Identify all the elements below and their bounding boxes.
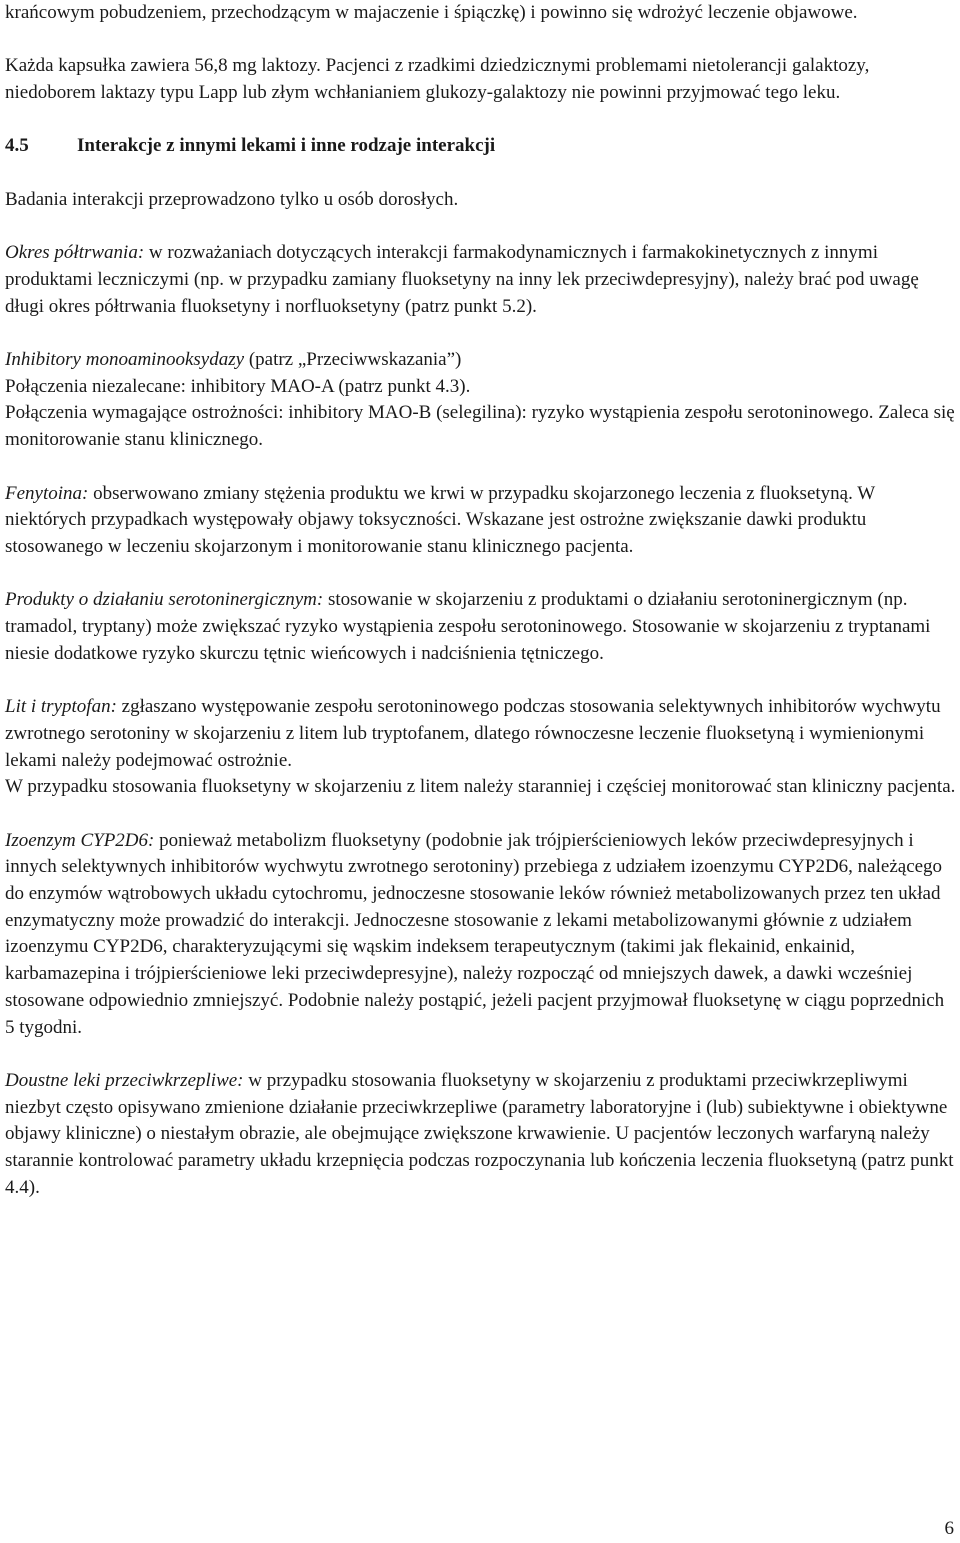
- continuation-paragraph: krańcowym pobudzeniem, przechodzącym w majaczenie i śpiączkę) i powinno się wdrożyć leczenie objawowe.: [5, 2, 858, 23]
- cyp2d6-paragraph: [5, 828, 957, 1042]
- cyp2d6-term: Izoenzym CYP2D6:: [5, 829, 155, 851]
- phenytoin-term: Fenytoina:: [5, 482, 89, 504]
- lithium-term: Lit i tryptofan:: [5, 696, 117, 718]
- lithium-paragraph-2: W przypadku stosowania fluoksetyny w skojarzeniu z litem należy staranniej i częściej monitorować stan kliniczny pacjenta.: [5, 776, 956, 798]
- maoi-line-1: Połączenia niezalecane: inhibitory MAO-A (patrz punkt 4.3).: [5, 375, 471, 397]
- maoi-term: Inhibitory monoaminooksydazy: [5, 349, 245, 371]
- lactose-paragraph: Każda kapsułka zawiera 56,8 mg laktozy. Pacjenci z rzadkimi dziedzicznymi problemami nietolerancji galaktozy, niedoborem laktazy typu Lapp lub złym wchłanianiem glukozy-galaktozy nie powinni przyjmować tego leku.: [5, 55, 870, 104]
- serotonergic-term: Produkty o działaniu serotoninergicznym:: [5, 589, 324, 611]
- phenytoin-text: obserwowano zmiany stężenia produktu we krwi w przypadku skojarzonego leczenia z fluoksetyną. W niektórych przypadkach występowały objawy toksyczności. Wskazane jest ostrożne zwiększanie dawki produktu stosowanego w leczeniu skojarzonym i monitorowanie stanu klinicznego pacjenta.: [5, 482, 875, 557]
- page-number: 6: [944, 1518, 954, 1539]
- anticoagulants-term: Doustne leki przeciwkrzepliwe:: [5, 1069, 244, 1091]
- phenytoin-paragraph: [5, 481, 957, 561]
- section-heading: [5, 133, 957, 160]
- maoi-term-suffix: (patrz „Przeciwwskazania”): [244, 349, 462, 371]
- anticoagulants-paragraph: [5, 1068, 957, 1202]
- lithium-text: zgłaszano występowanie zespołu serotoninowego podczas stosowania selektywnych inhibitorów wychwytu zwrotnego serotoniny w skojarzeniu z litem lub tryptofanem, dlatego równoczesne leczenie fluoksetyną i wymienionymi lekami należy podejmować ostrożnie.: [5, 696, 941, 771]
- serotonergic-text: stosowanie w skojarzeniu z produktami o działaniu serotoninergicznym (np. tramadol, tryptany) może zwiększać ryzyko wystąpienia zespołu serotoninowego. Stosowanie w skojarzeniu z tryptanami niesie dodatkowe ryzyko skurczu tętnic wieńcowych i nadciśnienia tętniczego.: [5, 589, 931, 664]
- cyp2d6-text: ponieważ metabolizm fluoksetyny (podobnie jak trójpierścieniowych leków przeciwdepresyjnych i innych selektywnych inhibitorów wychwytu zwrotnego serotoniny) przebiega z udziałem izoenzymu CYP2D6, należącego do enzymów wątrobowych układu cytochromu, jednoczesne stosowanie leków również metabolizowanych przez ten układ enzymatyczny może prowadzić do interakcji. Jednoczesne stosowanie z lekami metabolizowanymi głównie z udziałem izoenzymu CYP2D6, charakteryzującymi się wąskim indeksem terapeutycznym (takimi jak flekainid, enkainid, karbamazepina i trójpierścieniowe leki przeciwdepresyjne), należy rozpocząć od mniejszych dawek, a dawki wcześniej stosowane odpowiednio zmniejszyć. Podobnie należy postąpić, jeżeli pacjent przyjmował fluoksetynę w ciągu poprzednich 5 tygodni.: [5, 829, 945, 1038]
- halflife-paragraph: [5, 240, 957, 320]
- intro-paragraph: Badania interakcji przeprowadzono tylko u osób dorosłych.: [5, 188, 459, 210]
- serotonergic-paragraph: [5, 587, 957, 667]
- maoi-line-2: Połączenia wymagające ostrożności: inhibitory MAO-B (selegilina): ryzyko wystąpienia zespołu serotoninowego. Zaleca się monitorowanie stanu klinicznego.: [5, 402, 955, 451]
- lithium-paragraph: [5, 694, 957, 774]
- document-page: [5, 0, 957, 1201]
- halflife-text: w rozważaniach dotyczących interakcji farmakodynamicznych i farmakokinetycznych z innymi produktami leczniczymi (np. w przypadku zamiany fluoksetyny na inny lek przeciwdepresyjny), należy brać pod uwagę długi okres półtrwania fluoksetyny i norfluoksetyny (patrz punkt 5.2).: [5, 242, 919, 317]
- section-title: Interakcje z innymi lekami i inne rodzaje interakcji: [77, 135, 496, 157]
- halflife-term: Okres półtrwania:: [5, 242, 145, 264]
- section-number: 4.5: [5, 135, 29, 157]
- anticoagulants-text: w przypadku stosowania fluoksetyny w skojarzeniu z produktami przeciwkrzepliwymi niezbyt często opisywano zmienione działanie przeciwkrzepliwe (parametry laboratoryjne i (lub) subiektywne i obiektywne objawy kliniczne) o niestałym obrazie, ale obejmujące zwiększone krwawienie. U pacjentów leczonych warfaryną należy starannie kontrolować parametry układu krzepnięcia podczas rozpoczynania lub kończenia leczenia fluoksetyną (patrz punkt 4.4).: [5, 1069, 954, 1198]
- maoi-heading: [5, 347, 957, 374]
